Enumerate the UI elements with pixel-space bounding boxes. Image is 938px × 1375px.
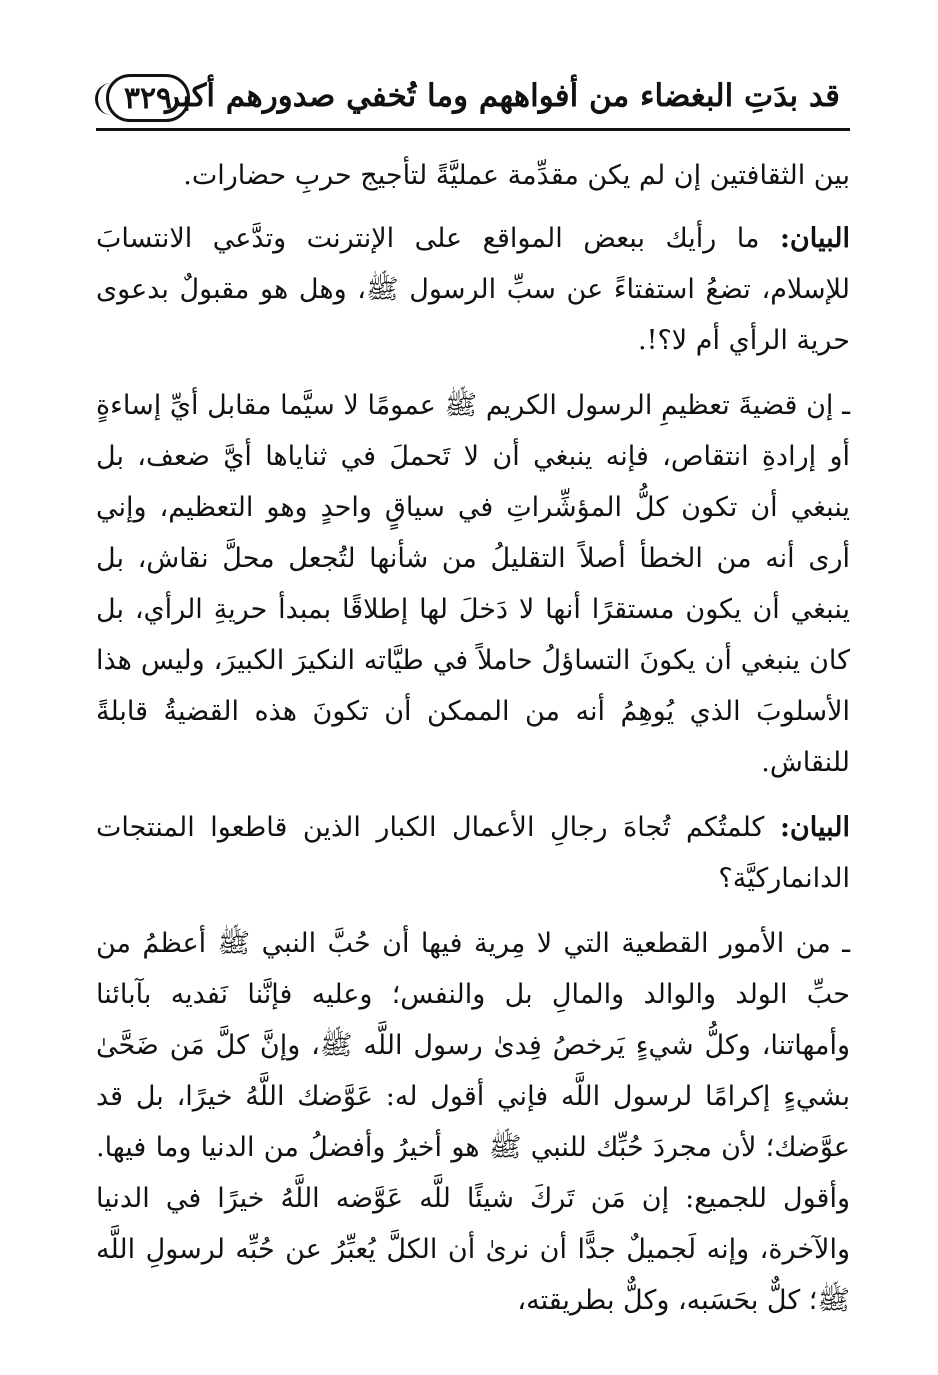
header-rule	[96, 128, 850, 131]
question-paragraph	[96, 213, 850, 366]
running-title: قد بدَتِ البغضاء من أفواههم وما تُخفي صدورهم أكبر	[165, 78, 840, 114]
paragraph-text: ـ إن قضيةَ تعظيمِ الرسول الكريم ﷺ عمومًا لا سيَّما مقابل أيِّ إساءةٍ أو إرادةِ انتقاص، فإنه ينبغي أن لا تَحملَ في ثناياها أيَّ ضعف، بل ينبغي أن تكون كلُّ المؤشِّراتِ في سياقٍ واحدٍ وهو التعظيم، وإني أرى أنه من الخطأ أصلاً التقليلُ من شأنها لتُجعل محلَّ نقاش، بل ينبغي أن يكون مستقرًا أنها لا دَخلَ لها إطلاقًا بمبدأ حريةِ الرأي، بل كان ينبغي أن يكونَ التساؤلُ حاملاً في طيَّاته النكيرَ الكبيرَ، وليس هذا الأسلوبَ الذي يُوهِمُ أنه من الممكن أن تكونَ هذه القضيةُ قابلةً للنقاش.	[96, 390, 850, 778]
paragraph	[96, 150, 850, 201]
paragraph-text: ـ من الأمور القطعية التي لا مِرية فيها أن حُبَّ النبي ﷺ أعظمُ من حبِّ الولد والوالد والمالِ بل والنفس؛ وعليه فإنَّنا نَفديه بآبائنا وأمهاتنا، وكلُّ شيءٍ يَرخصُ فِدىٰ رسول اللَّه ﷺ، وإنَّ كلَّ مَن ضَحَّىٰ بشيءٍ إكرامًا لرسول اللَّه فإني أقول له: عَوَّضك اللَّهُ خيرًا، بل قد عوَّضك؛ لأن مجردَ حُبِّك للنبي ﷺ هو أخيرُ وأفضلُ من الدنيا وما فيها. وأقول للجميع: إن مَن تَركَ شيئًا للَّه عَوَّضه اللَّهُ خيرًا في الدنيا والآخرة، وإنه لَجميلٌ جدًّا أن نرىٰ أن الكلَّ يُعبِّرُ عن حُبِّه لرسولِ اللَّه ﷺ؛ كلٌّ بحَسَبه، وكلٌّ بطريقته،	[96, 928, 850, 1316]
page-number: ٣٢٩	[106, 74, 190, 122]
answer-paragraph	[96, 918, 850, 1326]
speaker-label: البيان:	[779, 812, 850, 843]
body-text	[96, 150, 850, 1340]
paragraph-text: كلمتُكم تُجاهَ رجالِ الأعمال الكبار الذين قاطعوا المنتجات الدانماركيَّة؟	[96, 812, 850, 894]
speaker-label: البيان:	[779, 223, 850, 254]
question-paragraph	[96, 802, 850, 904]
paragraph-text: ما رأيك ببعض المواقع على الإنترنت وتدَّعي الانتسابَ للإسلام، تضعُ استفتاءً عن سبِّ الرسول ﷺ، وهل هو مقبولٌ بدعوى حرية الرأي أم لا؟!.	[96, 223, 850, 356]
paragraph-text: بين الثقافتين إن لم يكن مقدِّمة عمليَّةً لتأجيج حربِ حضارات.	[183, 160, 850, 191]
answer-paragraph	[96, 380, 850, 788]
page-header	[98, 70, 846, 132]
